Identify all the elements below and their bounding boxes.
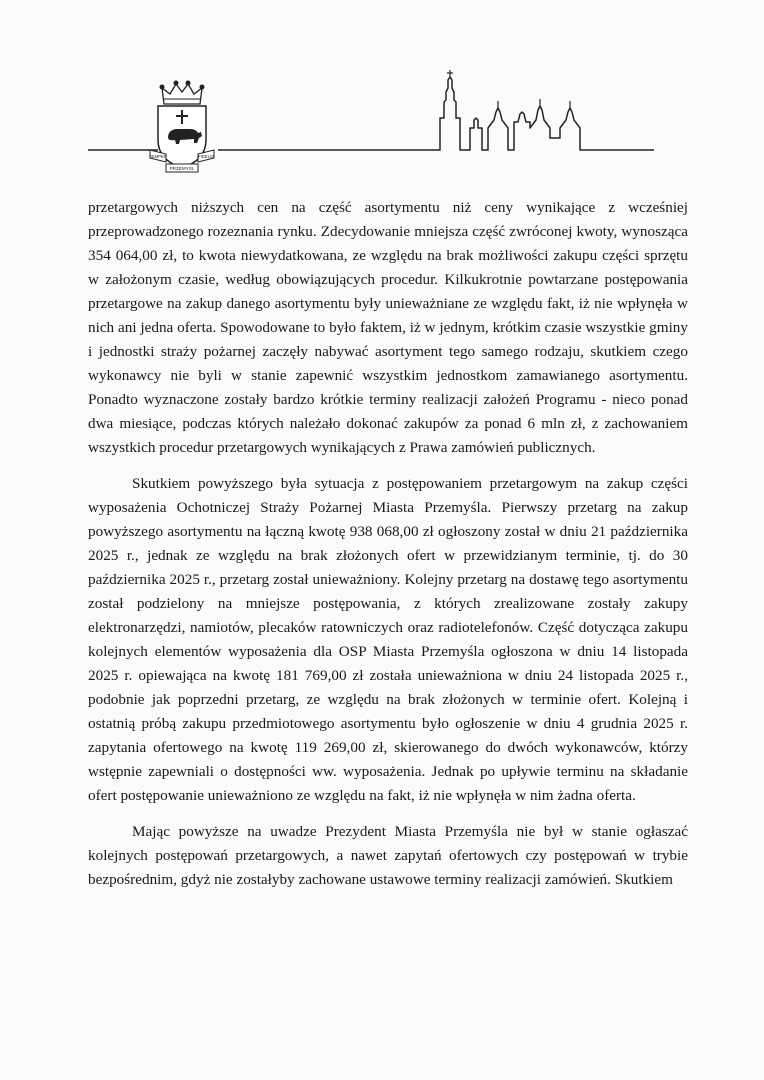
letter-body: [88, 196, 688, 892]
city-crest: [149, 81, 214, 173]
city-skyline-line: [218, 77, 654, 150]
letterhead: [0, 0, 764, 190]
crest-ribbon-left: SEMPER: [149, 154, 167, 159]
paragraph-2: Skutkiem powyższego była sytuacja z postępowaniem przetargowym na zakup części wyposażenia Ochotniczej Straży Pożarnej Miasta Przemyśla. Pierwszy przetarg na zakup powyższego asortymentu na łączną kwotę 938 068,00 zł ogłoszony został w dniu 21 października 2025 r., jednak ze względu na brak złożonych ofert w przewidzianym terminie, tj. do 30 października 2025 r., przetarg został unieważniony. Kolejny przetarg na dostawę tego asortymentu został podzielony na mniejsze postępowania, z których zrealizowane zostały zakupy elektronarzędzi, namiotów, plecaków ratowniczych oraz radiotelefonów. Część dotycząca zakupu kolejnych elementów wyposażenia dla OSP Miasta Przemyśla ogłoszona w dniu 14 listopada 2025 r. opiewająca na kwotę 181 769,00 zł została unieważniona w dniu 24 listopada 2025 r., podobnie jak poprzedni przetarg, ze względu na brak złożonych w terminie ofert. Kolejną i ostatnią próbą zakupu przedmiotowego asortymentu było ogłoszenie w dniu 4 grudnia 2025 r. zapytania ofertowego na kwotę 119 269,00 zł, skierowanego do dwóch wykonawców, którzy wstępnie zapewniali o dostępności ww. wyposażenia. Jednak po upływie terminu na składanie ofert postępowanie unieważniono ze względu na fakt, iż nie wpłynęła w nim żadna oferta.: [88, 475, 688, 804]
paragraph-1: przetargowych niższych cen na część asortymentu niż ceny wynikające z wcześniej przeprowadzonego rozeznania rynku. Zdecydowanie mniejsza część zwróconej kwoty, wynosząca 354 064,00 zł, to kwota niewydatkowana, ze względu na brak możliwości zakupu części sprzętu w założonym czasie, według obowiązujących procedur. Kilkukrotnie powtarzane postępowania przetargowe na zakup danego asortymentu były unieważniane ze względu fakt, iż nie wpłynęła w nich ani jedna oferta. Spowodowane to było faktem, iż w jednym, krótkim czasie wszystkie gminy i jednostki straży pożarnej zaczęły nabywać asortyment tego samego rodzaju, skutkiem czego wykonawcy nie byli w stanie zapewnić wszystkim jednostkom zamawianego asortymentu. Ponadto wyznaczone zostały bardzo krótkie terminy realizacji założeń Programu - nieco ponad dwa miesiące, podczas których należało dokonać zakupów za ponad 6 mln zł, z zachowaniem wszystkich procedur przetargowych wynikających z Prawa zamówień publicznych.: [88, 199, 688, 456]
crest-ribbon-center: PRZEMYŚL: [169, 166, 195, 171]
crest-ribbon-right: FIDELIS: [198, 154, 214, 159]
paragraph-3: Mając powyższe na uwadze Prezydent Miasta Przemyśla nie był w stanie ogłaszać kolejnych postępowań przetargowych, a nawet zapytań ofertowych czy postępowań w trybie bezpośrednim, gdyż nie zostałyby zachowane ustawowe terminy realizacji zamówień. Skutkiem: [88, 823, 688, 888]
